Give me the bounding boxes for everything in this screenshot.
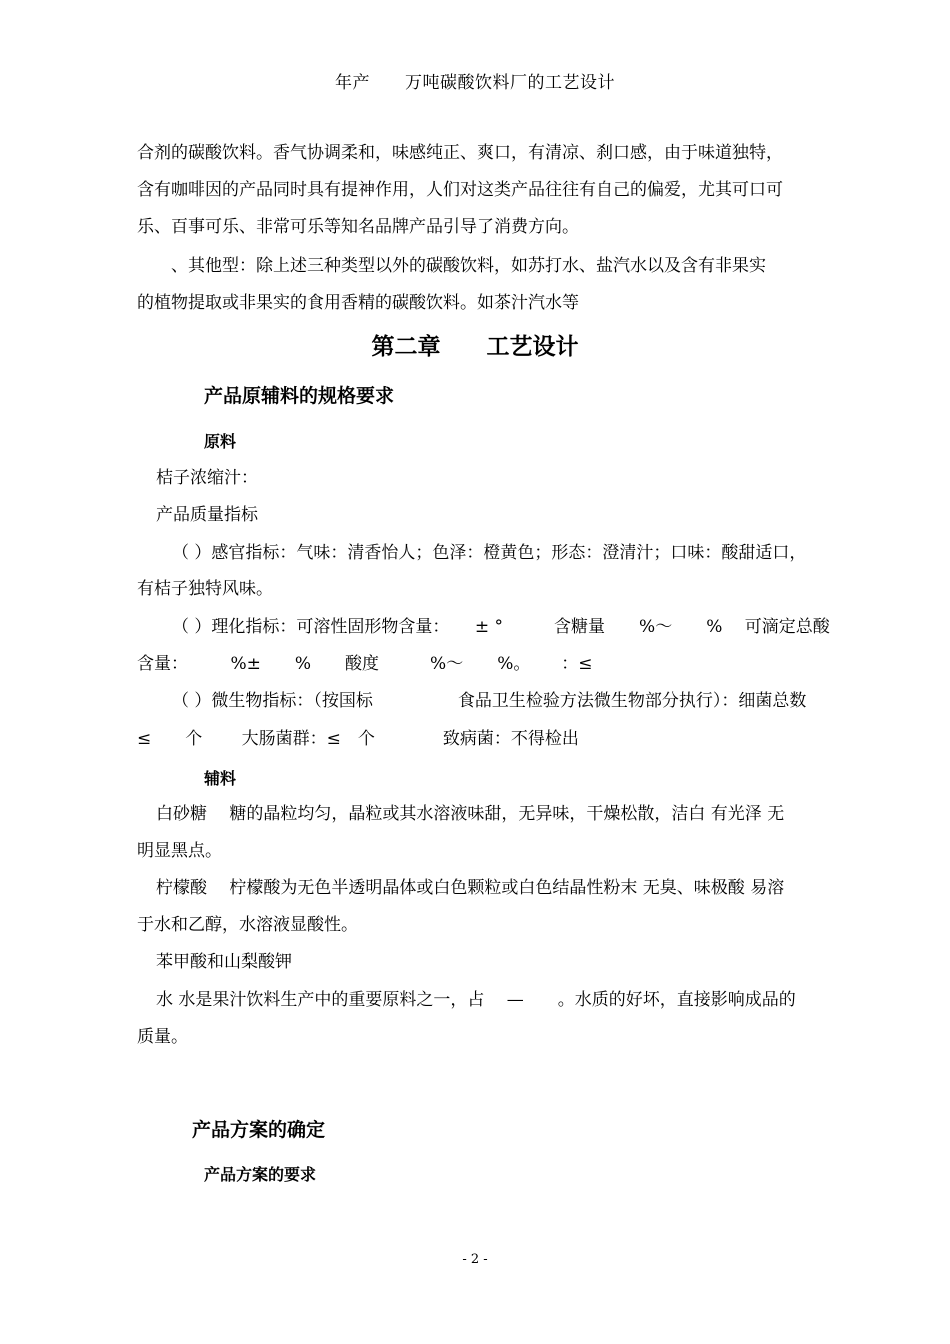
section-heading: 产品原辅料的规格要求 — [204, 385, 395, 407]
paragraph-line: （ ）微生物指标：（按国标 食品卫生检验方法微生物部分执行）：细菌总数 — [172, 691, 807, 711]
paragraph-line: 质量。 — [137, 1027, 188, 1047]
paragraph-line: 产品质量指标 — [156, 505, 258, 525]
paragraph-line: 含量： %± % 酸度 %～ %。 ：≤ — [137, 654, 593, 674]
paragraph-line: 、其他型：除上述三种类型以外的碳酸饮料，如苏打水、盐汽水以及含有非果实 — [137, 256, 766, 276]
subsection-heading: 辅料 — [204, 769, 237, 788]
paragraph-line: 含有咖啡因的产品同时具有提神作用，人们对这类产品往往有自己的偏爱，尤其可口可 — [137, 180, 783, 200]
chapter-title: 第二章 工艺设计 — [371, 334, 579, 360]
paragraph-line: 白砂糖 糖的晶粒均匀，晶粒或其水溶液味甜，无异味，干燥松散，洁白 有光泽 无 — [156, 804, 785, 824]
paragraph-line: 明显黑点。 — [137, 841, 222, 861]
paragraph-line: 有桔子独特风味。 — [137, 579, 273, 599]
subsection-heading: 产品方案的要求 — [204, 1165, 317, 1184]
page-number: - 2 - — [462, 1252, 488, 1267]
paragraph-line: 于水和乙醇，水溶液显酸性。 — [137, 915, 358, 935]
paragraph-line: 柠檬酸 柠檬酸为无色半透明晶体或白色颗粒或白色结晶性粉末 无臭、味极酸 易溶 — [156, 878, 785, 898]
paragraph-line: 水 水是果汁饮料生产中的重要原料之一，占 — 。水质的好坏，直接影响成品的 — [156, 990, 796, 1010]
paragraph-line: 苯甲酸和山梨酸钾 — [156, 952, 292, 972]
paragraph-line: 桔子浓缩汁： — [156, 468, 258, 488]
paragraph-line: ≤ 个 大肠菌群：≤ 个 致病菌：不得检出 — [137, 729, 579, 749]
paragraph-line: （ ）理化指标：可溶性固形物含量： ± ° 含糖量 %～ % 可滴定总酸 — [172, 617, 830, 637]
paragraph-line: 的植物提取或非果实的食用香精的碳酸饮料。如茶汁汽水等 — [137, 293, 579, 313]
section-heading: 产品方案的确定 — [192, 1119, 326, 1141]
subsection-heading: 原料 — [204, 432, 237, 451]
page-header: 年产 万吨碳酸饮料厂的工艺设计 — [335, 73, 615, 93]
paragraph-line: （ ）感官指标：气味：清香怡人；色泽：橙黄色；形态：澄清汁；口味：酸甜适口， — [172, 543, 807, 563]
paragraph-line: 乐、百事可乐、非常可乐等知名品牌产品引导了消费方向。 — [137, 217, 579, 237]
paragraph-line: 合剂的碳酸饮料。香气协调柔和，味感纯正、爽口，有清凉、刹口感，由于味道独特， — [137, 143, 783, 163]
